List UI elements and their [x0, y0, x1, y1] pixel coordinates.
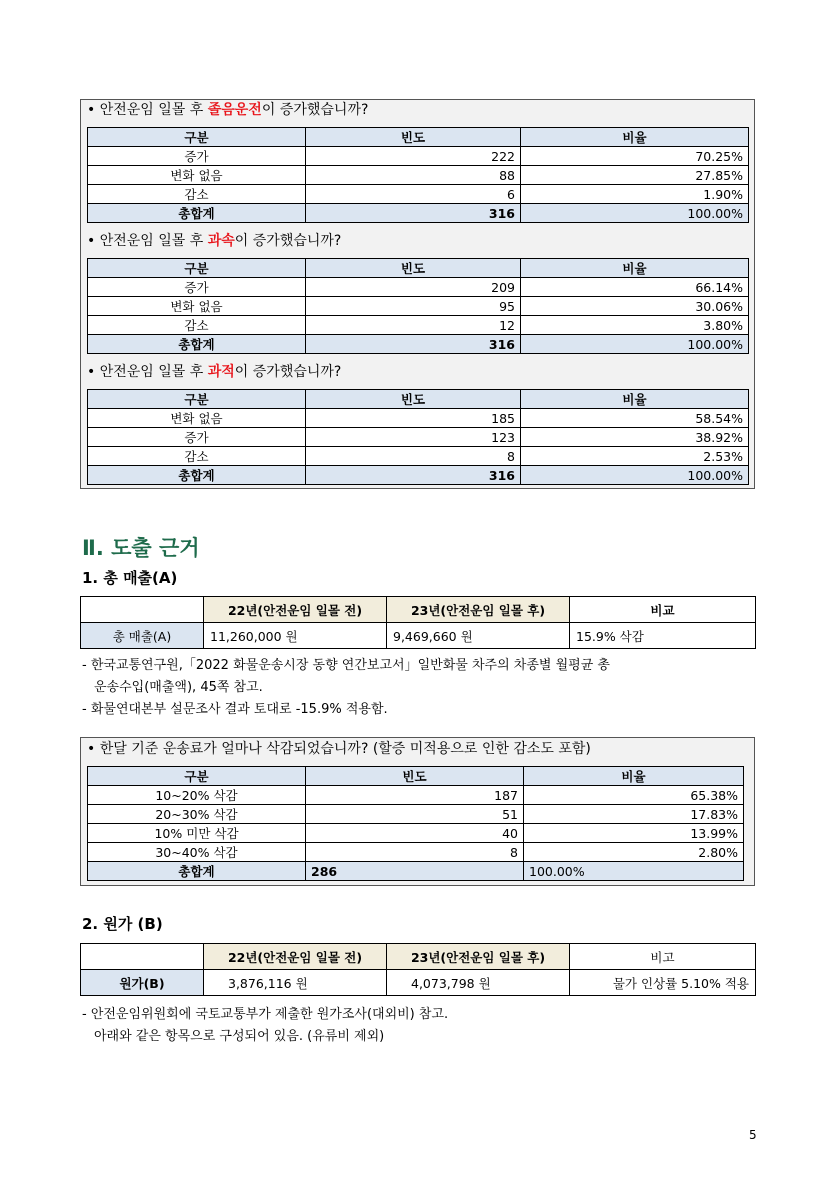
table-row: 10~20% 삭감 187 65.38%	[88, 786, 744, 805]
total-row: 총합계 316 100.00%	[88, 466, 749, 485]
total-row: 총합계 316 100.00%	[88, 335, 749, 354]
page-number: 5	[749, 1128, 757, 1142]
table-row: 30~40% 삭감 8 2.80%	[88, 843, 744, 862]
table-row: 증가 123 38.92%	[88, 428, 749, 447]
survey-question: • 한달 기준 운송료가 얼마나 삭감되었습니까? (할증 미적용으로 인한 감소도 포함)	[87, 741, 591, 757]
table-row: 변화 없음 185 58.54%	[88, 409, 749, 428]
cost-heading: 2. 원가 (B)	[82, 915, 163, 933]
survey-table: 구분 빈도 비율 증가 222 70.25% 변화 없음 88 27.85% 감소 6 1.90% 총합계 316 100.00%	[87, 127, 749, 223]
section-title: Ⅱ. 도출 근거	[82, 536, 200, 560]
table-row: 변화 없음 95 30.06%	[88, 297, 749, 316]
survey-drowsy-driving	[80, 99, 755, 489]
sales-heading: 1. 총 매출(A)	[82, 569, 178, 587]
table-row: 증가 222 70.25%	[88, 147, 749, 166]
table-row: 증가 209 66.14%	[88, 278, 749, 297]
table-row: 총 매출(A) 11,260,000 원 9,469,660 원 15.9% 삭감	[81, 623, 756, 649]
table-row: 20~30% 삭감 51 17.83%	[88, 805, 744, 824]
table-row: 감소 8 2.53%	[88, 447, 749, 466]
table-row: 10% 미만 삭감 40 13.99%	[88, 824, 744, 843]
survey-freight-cut	[80, 737, 755, 886]
total-row: 총합계 316 100.00%	[88, 204, 749, 223]
survey-question: • 안전운임 일몰 후 과속이 증가했습니까?	[87, 233, 342, 249]
table-row: 감소 12 3.80%	[88, 316, 749, 335]
sales-table: 22년(안전운임 일몰 전) 23년(안전운임 일몰 후) 비교 총 매출(A) 11,260,000 원 9,469,660 원 15.9% 삭감	[80, 596, 756, 649]
survey-table: 구분 빈도 비율 증가 209 66.14% 변화 없음 95 30.06% 감소 12 3.80% 총합계 316 100.00%	[87, 258, 749, 354]
survey-table: 구분 빈도 비율 10~20% 삭감 187 65.38% 20~30% 삭감 51 17.83% 10% 미만 삭감 40 13.99% 30~40% 삭감 8 2.80% 총합계 286 100.00%	[87, 766, 744, 881]
survey-question: • 안전운임 일몰 후 과적이 증가했습니까?	[87, 364, 342, 380]
table-row: 감소 6 1.90%	[88, 185, 749, 204]
sales-notes: - 한국교통연구원,「2022 화물운송시장 동향 연간보고서」일반화물 차주의 차종별 월평균 총 운송수입(매출액), 45쪽 참고. - 화물연대본부 설문조사 결과 토대로 -15.9% 적용함.	[82, 658, 610, 717]
cost-table: 22년(안전운임 일몰 전) 23년(안전운임 일몰 후) 비고 원가(B) 3,876,116 원 4,073,798 원 물가 인상률 5.10% 적용	[80, 943, 756, 996]
survey-question: • 안전운임 일몰 후 졸음운전이 증가했습니까?	[87, 102, 369, 118]
table-row: 원가(B) 3,876,116 원 4,073,798 원 물가 인상률 5.10% 적용	[81, 970, 756, 996]
table-row: 변화 없음 88 27.85%	[88, 166, 749, 185]
cost-notes: - 안전운임위원회에 국토교통부가 제출한 원가조사(대외비) 참고. 아래와 같은 항목으로 구성되어 있음. (유류비 제외)	[82, 1007, 449, 1044]
total-row: 총합계 286 100.00%	[88, 862, 744, 881]
survey-table: 구분 빈도 비율 변화 없음 185 58.54% 증가 123 38.92% 감소 8 2.53% 총합계 316 100.00%	[87, 389, 749, 485]
